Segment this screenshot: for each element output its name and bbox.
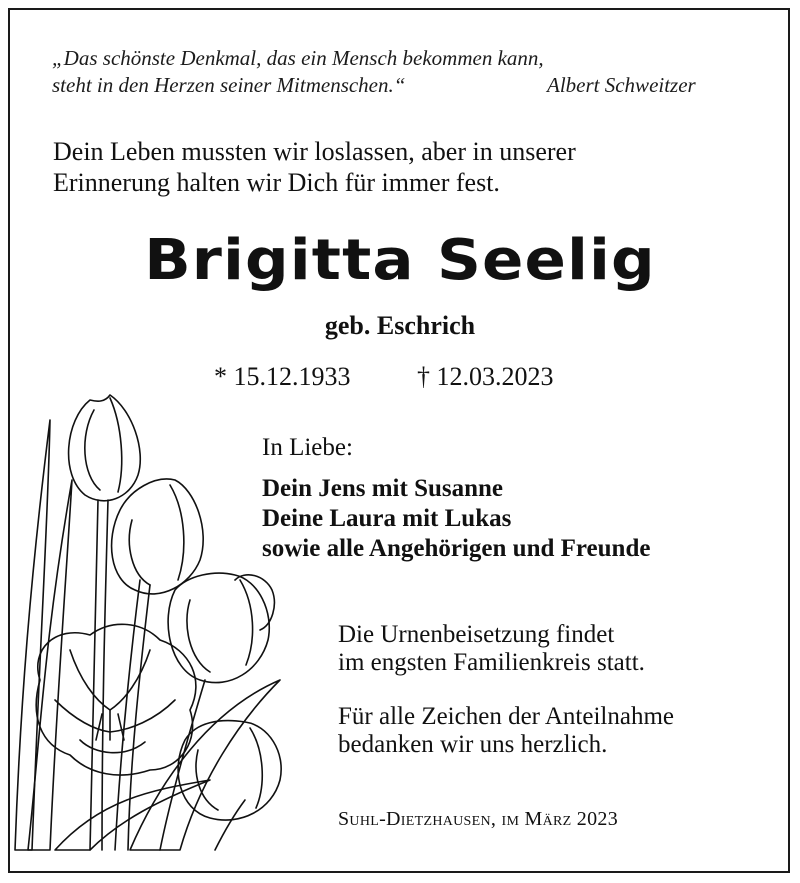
deceased-name: Brigitta Seelig <box>144 228 656 293</box>
thanks-line-2: bedanken wir uns herzlich. <box>338 731 608 758</box>
intro-line-2: Erinnerung halten wir Dich für immer fest. <box>53 168 500 197</box>
intro-text <box>53 136 576 198</box>
birth-date: * 15.12.1933 <box>214 362 351 391</box>
notice-line-2: im engsten Familienkreis statt. <box>338 649 645 676</box>
quote-author: Albert Schweitzer <box>547 73 696 97</box>
burial-notice <box>338 621 645 677</box>
mourners-list <box>262 474 650 564</box>
quote-line-2: steht in den Herzen seiner Mitmenschen.“ <box>52 73 406 97</box>
mourner-line-2: Deine Laura mit Lukas <box>262 505 512 532</box>
death-date: † 12.03.2023 <box>417 362 554 391</box>
mourner-line-3: sowie alle Angehörigen und Freunde <box>262 535 651 562</box>
mourners-label: In Liebe: <box>262 434 353 461</box>
quote-line-1: „Das schönste Denkmal, das ein Mensch bekommen kann, <box>52 46 544 70</box>
intro-line-1: Dein Leben mussten wir loslassen, aber in unserer <box>53 137 576 166</box>
thanks-text <box>338 703 674 759</box>
thanks-line-1: Für alle Zeichen der Anteilnahme <box>338 703 674 730</box>
notice-line-1: Die Urnenbeisetzung findet <box>338 621 615 648</box>
mourner-line-1: Dein Jens mit Susanne <box>262 475 504 502</box>
place-and-date: Suhl-Dietzhausen, im März 2023 <box>338 808 618 830</box>
maiden-name: geb. Eschrich <box>324 311 476 340</box>
quote <box>52 45 696 99</box>
tulip-bouquet-icon <box>10 380 310 870</box>
